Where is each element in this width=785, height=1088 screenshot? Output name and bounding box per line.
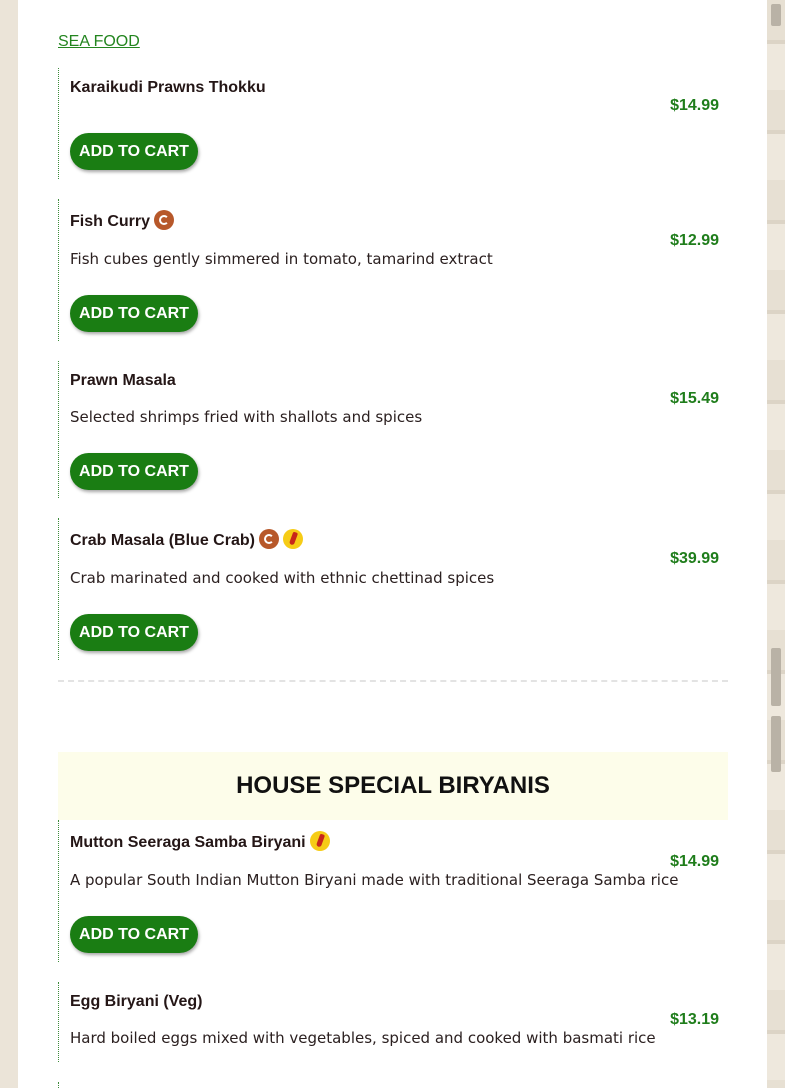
menu-item: [58, 68, 729, 179]
spicy-chili-icon: [283, 529, 303, 549]
decorative-border-right: [767, 0, 785, 1088]
item-name: Crab Masala (Blue Crab): [70, 532, 255, 549]
item-name: Prawn Masala: [70, 372, 176, 389]
item-price: $15.49: [670, 390, 719, 407]
item-price: $14.99: [670, 97, 719, 114]
item-name: Mutton Seeraga Samba Biryani: [70, 834, 306, 851]
menu-item: [58, 199, 729, 341]
spicy-chili-icon: [310, 831, 330, 851]
item-name-row: [70, 831, 330, 852]
add-to-cart-button[interactable]: ADD TO CART: [70, 916, 198, 953]
menu-item: [58, 982, 729, 1062]
item-description: A popular South Indian Mutton Biryani made with traditional Seeraga Samba rice: [70, 871, 679, 889]
section-divider: [58, 680, 728, 682]
menu-item: [58, 820, 729, 962]
item-name: Egg Biryani (Veg): [70, 993, 203, 1010]
item-description: Crab marinated and cooked with ethnic chettinad spices: [70, 569, 495, 587]
menu-item: [58, 1082, 729, 1088]
add-to-cart-button[interactable]: ADD TO CART: [70, 453, 198, 490]
item-price: $39.99: [670, 550, 719, 567]
decorative-mark: [771, 716, 781, 772]
item-price: $13.19: [670, 1011, 719, 1028]
section-header-biryanis: [58, 752, 728, 820]
menu-panel: [18, 0, 767, 1088]
item-description: Hard boiled eggs mixed with vegetables, spiced and cooked with basmati rice: [70, 1029, 656, 1047]
item-name-row: [70, 210, 174, 231]
section-title-seafood[interactable]: SEA FOOD: [58, 33, 140, 50]
decorative-mark: [771, 4, 781, 26]
gluten-free-icon: [154, 210, 174, 230]
add-to-cart-button[interactable]: ADD TO CART: [70, 133, 198, 170]
item-description: Fish cubes gently simmered in tomato, tamarind extract: [70, 250, 493, 268]
add-to-cart-button[interactable]: ADD TO CART: [70, 295, 198, 332]
add-to-cart-button[interactable]: ADD TO CART: [70, 614, 198, 651]
menu-item: [58, 518, 729, 660]
gluten-free-icon: [259, 529, 279, 549]
item-name-row: [70, 529, 303, 550]
item-price: $12.99: [670, 232, 719, 249]
decorative-mark: [771, 648, 781, 706]
item-name: Karaikudi Prawns Thokku: [70, 79, 266, 96]
section-title: HOUSE SPECIAL BIRYANIS: [236, 772, 550, 799]
item-name: Fish Curry: [70, 213, 151, 230]
menu-item: [58, 361, 729, 498]
item-price: $14.99: [670, 853, 719, 870]
item-description: Selected shrimps fried with shallots and spices: [70, 408, 423, 426]
